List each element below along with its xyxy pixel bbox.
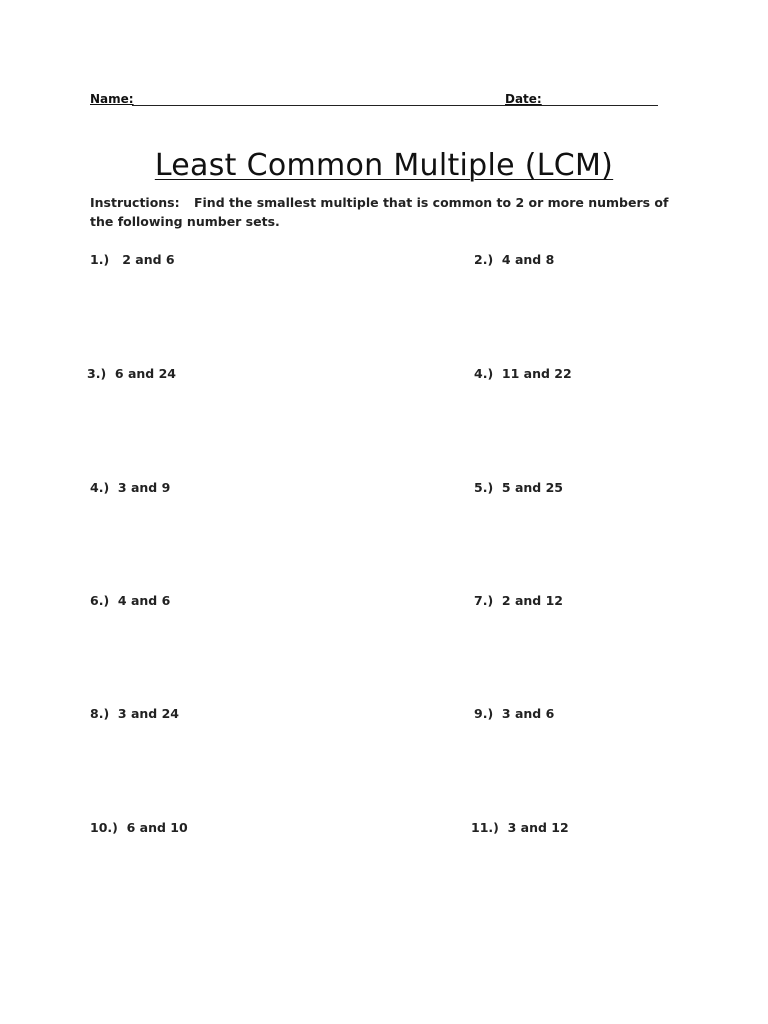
problem-text: 3 and 24 <box>117 706 179 721</box>
problem-9 <box>90 706 179 721</box>
problem-7 <box>90 593 170 608</box>
problem-number: 1.) <box>90 252 110 267</box>
problem-text: 6 and 10 <box>126 820 188 835</box>
problem-number: 10.) <box>90 820 118 835</box>
page-title: Least Common Multiple (LCM) <box>154 148 614 183</box>
header-row <box>90 92 660 110</box>
problem-text: 2 and 6 <box>122 252 175 267</box>
problem-8 <box>474 593 563 608</box>
problem-1 <box>90 252 175 267</box>
problem-number: 5.) <box>474 480 494 495</box>
problem-text: 2 and 12 <box>501 593 563 608</box>
problem-number: 4.) <box>90 480 110 495</box>
problem-text: 6 and 24 <box>114 366 176 381</box>
problem-text: 4 and 8 <box>501 252 555 267</box>
instructions <box>90 193 690 231</box>
instructions-label: Instructions: <box>90 195 180 210</box>
problem-number: 11.) <box>471 820 499 835</box>
problem-text: 3 and 6 <box>501 706 555 721</box>
problem-number: 6.) <box>90 593 110 608</box>
problem-3 <box>87 366 176 381</box>
problem-text: 3 and 9 <box>117 480 171 495</box>
problem-number: 8.) <box>90 706 110 721</box>
problem-text: 11 and 22 <box>501 366 572 381</box>
problem-number: 7.) <box>474 593 494 608</box>
problem-11 <box>90 820 188 835</box>
date-label: Date: <box>505 92 542 106</box>
instructions-text: Find the smallest multiple that is common to 2 or more numbers of the following number sets. <box>90 195 669 229</box>
problem-2 <box>474 252 554 267</box>
problem-number: 2.) <box>474 252 494 267</box>
problem-text: 5 and 25 <box>501 480 563 495</box>
problem-6 <box>474 480 563 495</box>
problem-10 <box>474 706 554 721</box>
problem-5 <box>90 480 170 495</box>
name-label: Name: <box>90 92 134 106</box>
problem-12 <box>471 820 569 835</box>
problem-number: 9.) <box>474 706 494 721</box>
name-line[interactable] <box>132 105 544 106</box>
problem-number: 4.) <box>474 366 494 381</box>
problem-text: 3 and 12 <box>507 820 569 835</box>
problem-number: 3.) <box>87 366 107 381</box>
date-line[interactable] <box>542 105 658 106</box>
problem-text: 4 and 6 <box>117 593 171 608</box>
problem-4 <box>474 366 572 381</box>
